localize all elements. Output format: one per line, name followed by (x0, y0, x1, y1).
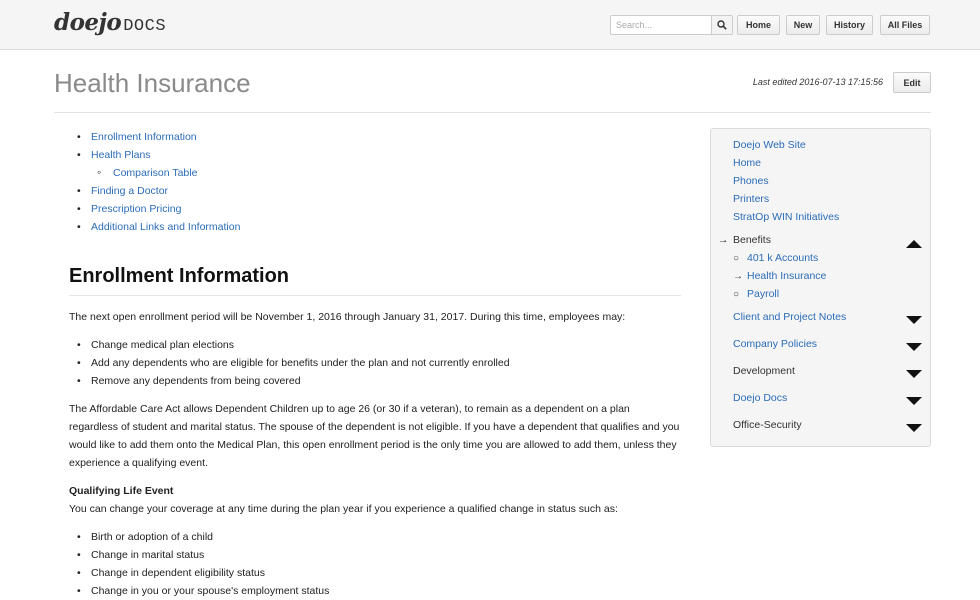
expand-company-policies-icon[interactable] (906, 343, 922, 351)
toc-item (69, 182, 681, 200)
toc-item (69, 128, 681, 146)
list-item: • Remove any dependents from being covered (69, 372, 681, 390)
enrollment-options-list (69, 336, 681, 390)
list-item: • Birth or adoption of a child (69, 528, 681, 546)
current-page-arrow-icon: → (733, 270, 743, 282)
qualifying-life-event-text: You can change your coverage at any time during the plan year if you experience a qualified change in status such as: (69, 503, 618, 515)
sidebar-link-payroll[interactable]: Payroll (747, 288, 780, 300)
sidebar-section-doejo-docs[interactable]: Doejo Docs (733, 392, 788, 404)
toc-sublist (91, 164, 681, 182)
toc-item (69, 218, 681, 236)
logo-sub: DOCS (123, 17, 167, 36)
toc-item (69, 200, 681, 218)
page-title: Health Insurance (54, 68, 251, 98)
list-item: • Add any dependents who are eligible for benefits under the plan and not currently enrolled (69, 354, 681, 372)
nav-history-button[interactable]: History (826, 15, 873, 35)
toc-item (69, 146, 681, 182)
list-item: • Change in you or your spouse's employment status (69, 582, 681, 600)
toc-subitem (91, 164, 681, 182)
toc-link-prescription-pricing[interactable]: Prescription Pricing (91, 203, 182, 215)
main-content (69, 128, 681, 600)
sidebar-section-development[interactable]: Development (733, 365, 795, 377)
qualifying-life-event-heading: Qualifying Life Event (69, 485, 174, 497)
edit-button[interactable]: Edit (893, 72, 931, 93)
sidebar-subitem (733, 288, 779, 300)
header-divider (54, 112, 931, 113)
search-form (610, 15, 733, 35)
sidebar-subitem (733, 270, 826, 282)
toc-link-health-plans[interactable]: Health Plans (91, 149, 151, 161)
sidebar-section-benefits[interactable]: Benefits (733, 234, 771, 246)
bullet-icon: ○ (733, 288, 740, 300)
sidebar-link-phones[interactable]: Phones (733, 175, 769, 187)
sidebar-section-client-project-notes[interactable]: Client and Project Notes (733, 311, 847, 323)
search-button[interactable] (711, 15, 733, 35)
sidebar-subitem (733, 252, 818, 264)
expand-client-project-notes-icon[interactable] (906, 316, 922, 324)
toc-link-enrollment[interactable]: Enrollment Information (91, 131, 197, 143)
table-of-contents (69, 128, 681, 236)
top-bar (0, 0, 980, 50)
nav-new-button[interactable]: New (786, 15, 820, 35)
logo[interactable] (54, 9, 166, 39)
enrollment-intro: The next open enrollment period will be November 1, 2016 through January 31, 2017. During this time, employees may: (69, 311, 626, 323)
current-section-arrow-icon: → (718, 234, 729, 246)
last-edited: Last edited 2016-07-13 17:15:56 (752, 77, 883, 87)
qualifying-events-list (69, 528, 681, 600)
expand-office-security-icon[interactable] (906, 424, 922, 432)
sidebar-nav (710, 128, 931, 447)
toc-link-comparison-table[interactable]: Comparison Table (113, 167, 198, 179)
search-input[interactable] (610, 15, 711, 35)
expand-doejo-docs-icon[interactable] (906, 397, 922, 405)
expand-development-icon[interactable] (906, 370, 922, 378)
list-item: • Change medical plan elections (69, 336, 681, 354)
logo-main: doejo (54, 9, 122, 36)
toc-link-additional-links[interactable]: Additional Links and Information (91, 221, 241, 233)
sidebar-link-health-insurance[interactable]: Health Insurance (747, 270, 827, 282)
aca-paragraph: The Affordable Care Act allows Dependent Children up to age 26 (or 30 if a veteran), to remain as a dependent on a plan regardless of student and marital status. The spouse of the dependent is not eligible. If you have a dependent that qualifies and you would like to add them onto the Medical Plan, this open enrollment period is the only time you are allowed to add them, unless they experience a qualifying event. (69, 403, 680, 469)
collapse-benefits-icon[interactable] (906, 240, 922, 248)
sidebar-link-printers[interactable]: Printers (733, 193, 770, 205)
search-icon (717, 20, 727, 30)
toc-link-finding-doctor[interactable]: Finding a Doctor (91, 185, 169, 197)
sidebar-link-doejo-web-site[interactable]: Doejo Web Site (733, 139, 806, 151)
list-item: • Change in marital status (69, 546, 681, 564)
bullet-icon: ○ (733, 252, 740, 264)
sidebar-link-401k[interactable]: 401 k Accounts (747, 252, 819, 264)
nav-home-button[interactable]: Home (737, 15, 780, 35)
sidebar-section-office-security[interactable]: Office-Security (733, 419, 802, 431)
sidebar-section-company-policies[interactable]: Company Policies (733, 338, 818, 350)
sidebar-link-stratop[interactable]: StratOp WIN Initiatives (733, 211, 840, 223)
list-item: • Change in dependent eligibility status (69, 564, 681, 582)
nav-all-files-button[interactable]: All Files (880, 15, 930, 35)
sidebar-link-home[interactable]: Home (733, 157, 762, 169)
section-heading-enrollment: Enrollment Information (69, 263, 681, 296)
